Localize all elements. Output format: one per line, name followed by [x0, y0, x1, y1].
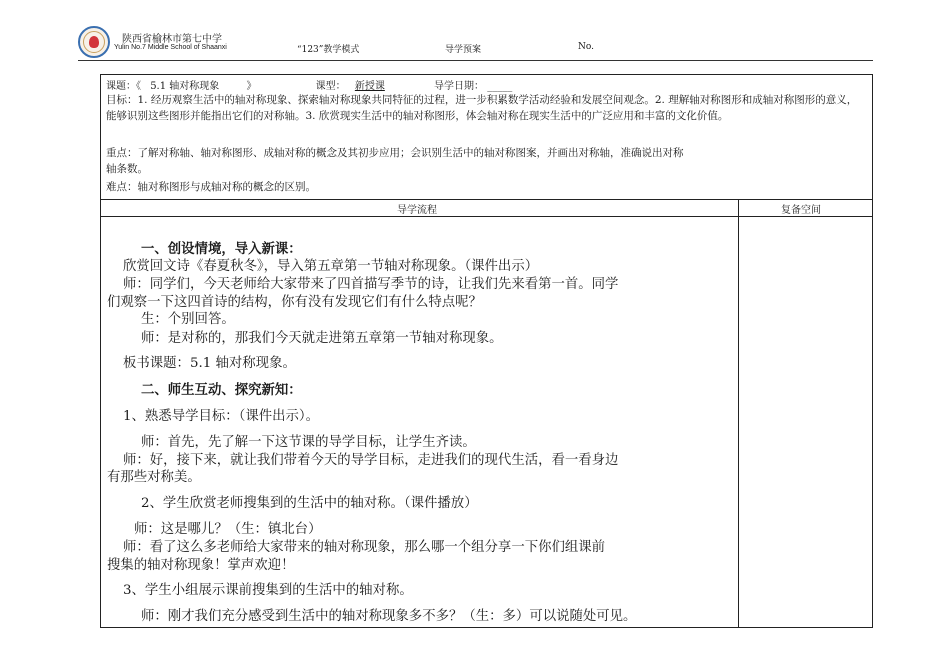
- lesson-meta: [106, 77, 512, 92]
- content-line: 师：刚才我们充分感受到生活中的轴对称现象多不多？（生：多）可以说随处可见。: [141, 609, 637, 624]
- topic-label: 课题：《: [106, 81, 141, 92]
- content-line: 生：个别回答。: [141, 312, 235, 327]
- logo-emblem: [89, 36, 99, 48]
- date-value: _____: [487, 81, 513, 92]
- date-label: 导学日期：: [434, 81, 485, 92]
- topic-value: 5.1 轴对称现象: [150, 81, 220, 92]
- content-line: 师：看了这么多老师给大家带来的轴对称现象，那么哪一个组分享一下你们组课前: [123, 540, 606, 555]
- table-divider-header: [100, 216, 873, 217]
- school-name-cn: 陕西省榆林市第七中学: [122, 34, 222, 45]
- section2-title: 二、师生互动、探究新知：: [141, 382, 302, 398]
- content-line: 欣赏回文诗《春夏秋冬》，导入第五章第一节轴对称现象。（课件出示）: [123, 259, 539, 274]
- difficulty: 难点：轴对称图形与成轴对称的概念的区别。: [106, 181, 316, 193]
- key-points-line2: 轴条数。: [106, 163, 148, 175]
- plan-type: 导学预案: [445, 45, 482, 55]
- plan-number-label: No.: [578, 42, 594, 52]
- header-divider: [78, 60, 873, 61]
- column-flow-header: 导学流程: [397, 205, 437, 216]
- content-line: 3、学生小组展示课前搜集到的生活中的轴对称。: [123, 583, 413, 598]
- content-line: 师：同学们，今天老师给大家带来了四首描写季节的诗，让我们先来看第一首。同学: [123, 277, 619, 292]
- content-line: 板书课题：5.1 轴对称现象。: [123, 356, 296, 371]
- section1-title: 一、创设情境，导入新课：: [141, 241, 302, 257]
- lesson-type-value: 新授课: [354, 81, 385, 92]
- content-line: 师：这是哪儿？（生：镇北台）: [134, 522, 322, 537]
- content-line: 师：首先，先了解一下这节课的导学目标，让学生齐读。: [141, 435, 476, 450]
- column-review-header: 复备空间: [781, 205, 821, 216]
- lesson-type-label: 课型：: [315, 81, 346, 92]
- school-logo: [78, 26, 110, 58]
- teaching-mode: “123”教学模式: [297, 45, 360, 55]
- table-divider-top: [100, 199, 873, 200]
- content-line: 有那些对称美。: [107, 470, 201, 485]
- page-header: [0, 0, 950, 60]
- content-line: 们观察一下这四首诗的结构，你有没有发现它们有什么特点呢？: [107, 295, 482, 310]
- topic-close: 》: [246, 81, 257, 92]
- content-line: 师：好，接下来，就让我们带着今天的导学目标，走进我们的现代生活，看一看身边: [123, 453, 619, 468]
- content-line: 师：是对称的，那我们今天就走进第五章第一节轴对称现象。: [141, 331, 503, 346]
- school-name-en: Yulin No.7 Middle School of Shaanxi: [114, 44, 227, 51]
- content-line: 2、学生欣赏老师搜集到的生活中的轴对称。（课件播放）: [141, 496, 478, 511]
- key-points-line1: 重点：了解对称轴、轴对称图形、成轴对称的概念及其初步应用；会识别生活中的轴对称图案，并画出对称轴，准确说出对称: [106, 147, 684, 159]
- content-line: 1、熟悉导学目标：（课件出示）。: [123, 409, 319, 424]
- lesson-goals: 目标：1. 经历观察生活中的轴对称现象、探索轴对称现象共同特征的过程，进一步积累数学活动经验和发展空间观念。2. 理解轴对称图形和成轴对称图形的意义，能够识别这些图形并能指出它们的对称轴。3. 欣赏现实生活中的轴对称图形，体会轴对称在现实生活中的广泛应用和丰富的文化价值。: [106, 94, 858, 122]
- content-line: 搜集的轴对称现象！掌声欢迎！: [107, 558, 295, 573]
